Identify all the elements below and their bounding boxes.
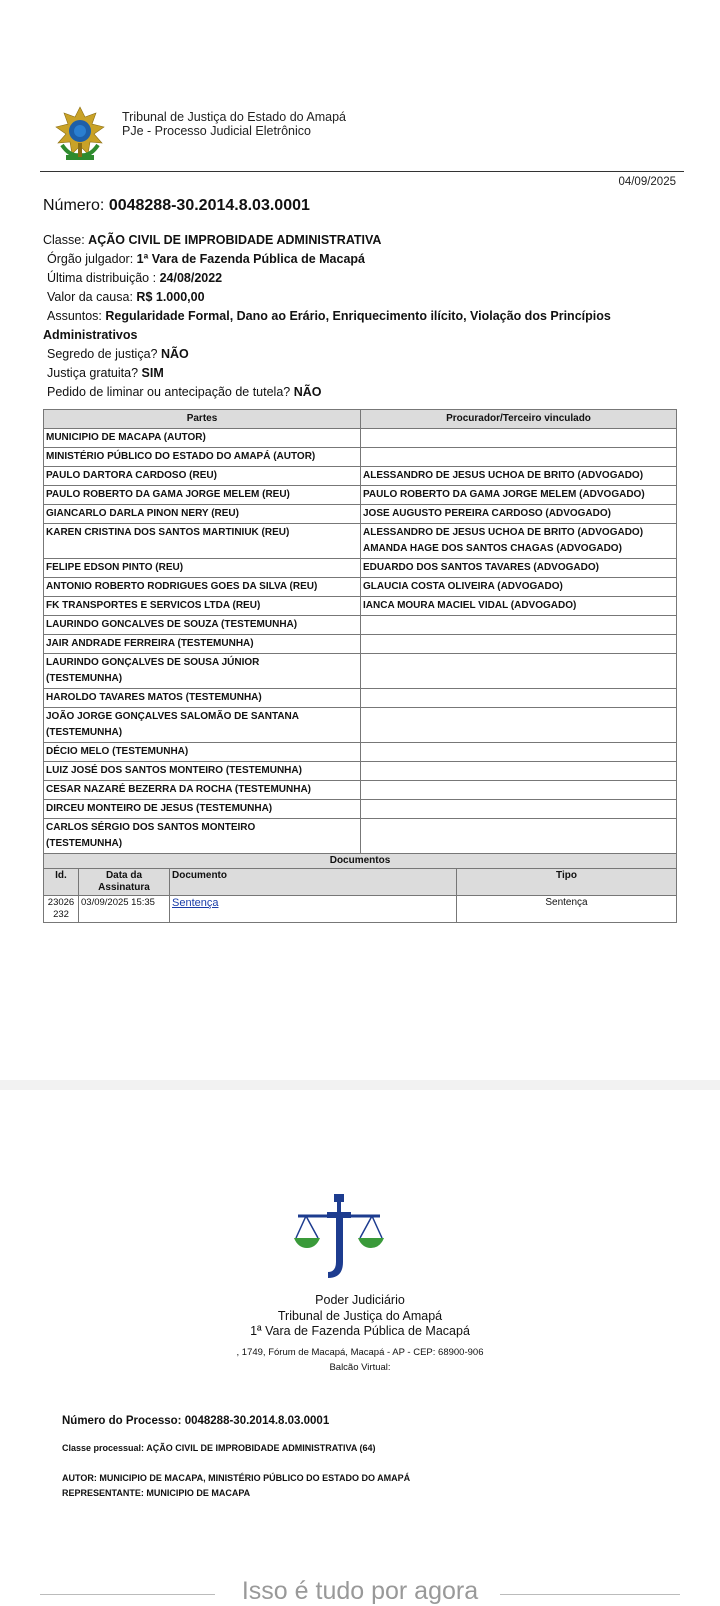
table-row [44, 654, 677, 689]
table-row [44, 762, 677, 781]
parte-cell: LUIZ JOSÉ DOS SANTOS MONTEIRO (TESTEMUNHA) [44, 762, 361, 781]
parte-cell: ANTONIO ROBERTO RODRIGUES GOES DA SILVA (REU) [44, 578, 361, 597]
parte-cell: CARLOS SÉRGIO DOS SANTOS MONTEIRO (TESTEMUNHA) [44, 819, 361, 854]
assuntos-row: Assuntos: Regularidade Formal, Dano ao Erário, Enriquecimento ilícito, Violação dos Princípios [47, 309, 611, 323]
valor-row: Valor da causa: R$ 1.000,00 [47, 290, 205, 304]
procurador-header: Procurador/Terceiro vinculado [361, 410, 677, 429]
brazil-coat-of-arms-icon [52, 105, 108, 165]
assuntos-row-cont: Administrativos [43, 328, 138, 342]
parte-cell: JOÃO JORGE GONÇALVES SALOMÃO DE SANTANA (TESTEMUNHA) [44, 708, 361, 743]
parte-cell: JAIR ANDRADE FERREIRA (TESTEMUNHA) [44, 635, 361, 654]
procurador-cell [361, 800, 677, 819]
documentos-title: Documentos [44, 854, 677, 869]
procurador-cell: ALESSANDRO DE JESUS UCHOA DE BRITO (ADVOGADO) [361, 467, 677, 486]
classe-row: Classe: AÇÃO CIVIL DE IMPROBIDADE ADMINISTRATIVA [43, 233, 382, 247]
parte-cell: CESAR NAZARÉ BEZERRA DA ROCHA (TESTEMUNHA) [44, 781, 361, 800]
autor-line: AUTOR: MUNICIPIO DE MACAPA, MINISTÉRIO PÚBLICO DO ESTADO DO AMAPÁ [62, 1473, 411, 1483]
distribuicao-row: Última distribuição : 24/08/2022 [47, 271, 223, 285]
procurador-cell [361, 708, 677, 743]
parte-cell: MINISTÉRIO PÚBLICO DO ESTADO DO AMAPÁ (AUTOR) [44, 448, 361, 467]
col-data: Data da Assinatura [79, 869, 170, 896]
doc-id: 23026 232 [44, 896, 79, 923]
segredo-row: Segredo de justiça? NÃO [47, 347, 189, 361]
procurador-cell [361, 654, 677, 689]
procurador-cell [361, 762, 677, 781]
sentenca-link[interactable]: Sentença [172, 897, 219, 909]
vara-name: 1ª Vara de Fazenda Pública de Macapá [250, 1324, 470, 1338]
table-row [44, 781, 677, 800]
orgao-row: Órgão julgador: 1ª Vara de Fazenda Pública de Macapá [47, 252, 365, 266]
table-row [44, 448, 677, 467]
procurador-cell: ALESSANDRO DE JESUS UCHOA DE BRITO (ADVOGADO) AMANDA HAGE DOS SANTOS CHAGAS (ADVOGADO) [361, 524, 677, 559]
procurador-cell: PAULO ROBERTO DA GAMA JORGE MELEM (ADVOGADO) [361, 486, 677, 505]
header-text [122, 110, 346, 138]
doc-data: 03/09/2025 15:35 [79, 896, 170, 923]
col-tipo: Tipo [457, 869, 677, 896]
procurador-cell: JOSE AUGUSTO PEREIRA CARDOSO (ADVOGADO) [361, 505, 677, 524]
table-row [44, 467, 677, 486]
parte-cell: GIANCARLO DARLA PINON NERY (REU) [44, 505, 361, 524]
parte-cell: KAREN CRISTINA DOS SANTOS MARTINIUK (REU) [44, 524, 361, 559]
procurador-cell [361, 689, 677, 708]
tjap-scales-logo-icon [292, 1192, 386, 1282]
table-row [44, 800, 677, 819]
col-id: Id. [44, 869, 79, 896]
procurador-cell: GLAUCIA COSTA OLIVEIRA (ADVOGADO) [361, 578, 677, 597]
parte-cell: PAULO ROBERTO DA GAMA JORGE MELEM (REU) [44, 486, 361, 505]
procurador-cell [361, 781, 677, 800]
gratuita-row: Justiça gratuita? SIM [47, 366, 164, 380]
table-row [44, 597, 677, 616]
table-row [44, 635, 677, 654]
court-name: Tribunal de Justiça do Estado do Amapá [122, 110, 346, 124]
table-row [44, 524, 677, 559]
header-divider [40, 171, 684, 172]
parte-cell: HAROLDO TAVARES MATOS (TESTEMUNHA) [44, 689, 361, 708]
parte-cell: DÉCIO MELO (TESTEMUNHA) [44, 743, 361, 762]
end-of-content-text: Isso é tudo por agora [241, 1577, 479, 1605]
procurador-cell [361, 819, 677, 854]
parte-cell: DIRCEU MONTEIRO DE JESUS (TESTEMUNHA) [44, 800, 361, 819]
procurador-cell [361, 429, 677, 448]
table-row [44, 486, 677, 505]
tribunal-name: Tribunal de Justiça do Amapá [277, 1308, 443, 1323]
procurador-cell: IANCA MOURA MACIEL VIDAL (ADVOGADO) [361, 597, 677, 616]
col-documento: Documento [170, 869, 457, 896]
table-row [44, 743, 677, 762]
partes-table [43, 409, 677, 854]
balcao-virtual: Balcão Virtual: [329, 1362, 391, 1373]
procurador-cell [361, 448, 677, 467]
parte-cell: MUNICIPIO DE MACAPA (AUTOR) [44, 429, 361, 448]
table-row [44, 708, 677, 743]
parte-cell: LAURINDO GONCALVES DE SOUZA (TESTEMUNHA) [44, 616, 361, 635]
print-date: 04/09/2025 [618, 176, 676, 188]
procurador-cell [361, 635, 677, 654]
autor-block [62, 1471, 410, 1501]
court-block [0, 1293, 720, 1340]
poder-judiciario: Poder Judiciário [315, 1293, 405, 1307]
case-info [43, 231, 683, 402]
table-row [44, 429, 677, 448]
procurador-cell [361, 743, 677, 762]
table-row [44, 505, 677, 524]
table-row [44, 689, 677, 708]
table-row [44, 616, 677, 635]
table-row [44, 559, 677, 578]
system-name: PJe - Processo Judicial Eletrônico [122, 124, 311, 138]
liminar-row: Pedido de liminar ou antecipação de tutela? NÃO [47, 385, 322, 399]
representante-line: REPRESENTANTE: MUNICIPIO DE MACAPA [62, 1488, 251, 1498]
doc-tipo: Sentença [457, 896, 677, 923]
parte-cell: PAULO DARTORA CARDOSO (REU) [44, 467, 361, 486]
procurador-cell: EDUARDO DOS SANTOS TAVARES (ADVOGADO) [361, 559, 677, 578]
parte-cell: FK TRANSPORTES E SERVICOS LTDA (REU) [44, 597, 361, 616]
table-row [44, 819, 677, 854]
parte-cell: LAURINDO GONÇALVES DE SOUSA JÚNIOR (TESTEMUNHA) [44, 654, 361, 689]
court-address-block [0, 1345, 720, 1375]
table-row [44, 896, 677, 923]
parte-cell: FELIPE EDSON PINTO (REU) [44, 559, 361, 578]
procurador-cell [361, 616, 677, 635]
process-number-2: Número do Processo: 0048288-30.2014.8.03.0001 [62, 1415, 330, 1427]
court-address: , 1749, Fórum de Macapá, Macapá - AP - CEP: 68900-906 [236, 1347, 484, 1358]
documentos-table [43, 853, 677, 923]
classe-processual: Classe processual: AÇÃO CIVIL DE IMPROBIDADE ADMINISTRATIVA (64) [62, 1443, 376, 1453]
process-number: Número: 0048288-30.2014.8.03.0001 [43, 197, 310, 214]
table-row [44, 578, 677, 597]
page-separator [0, 1080, 720, 1090]
partes-header: Partes [44, 410, 361, 429]
